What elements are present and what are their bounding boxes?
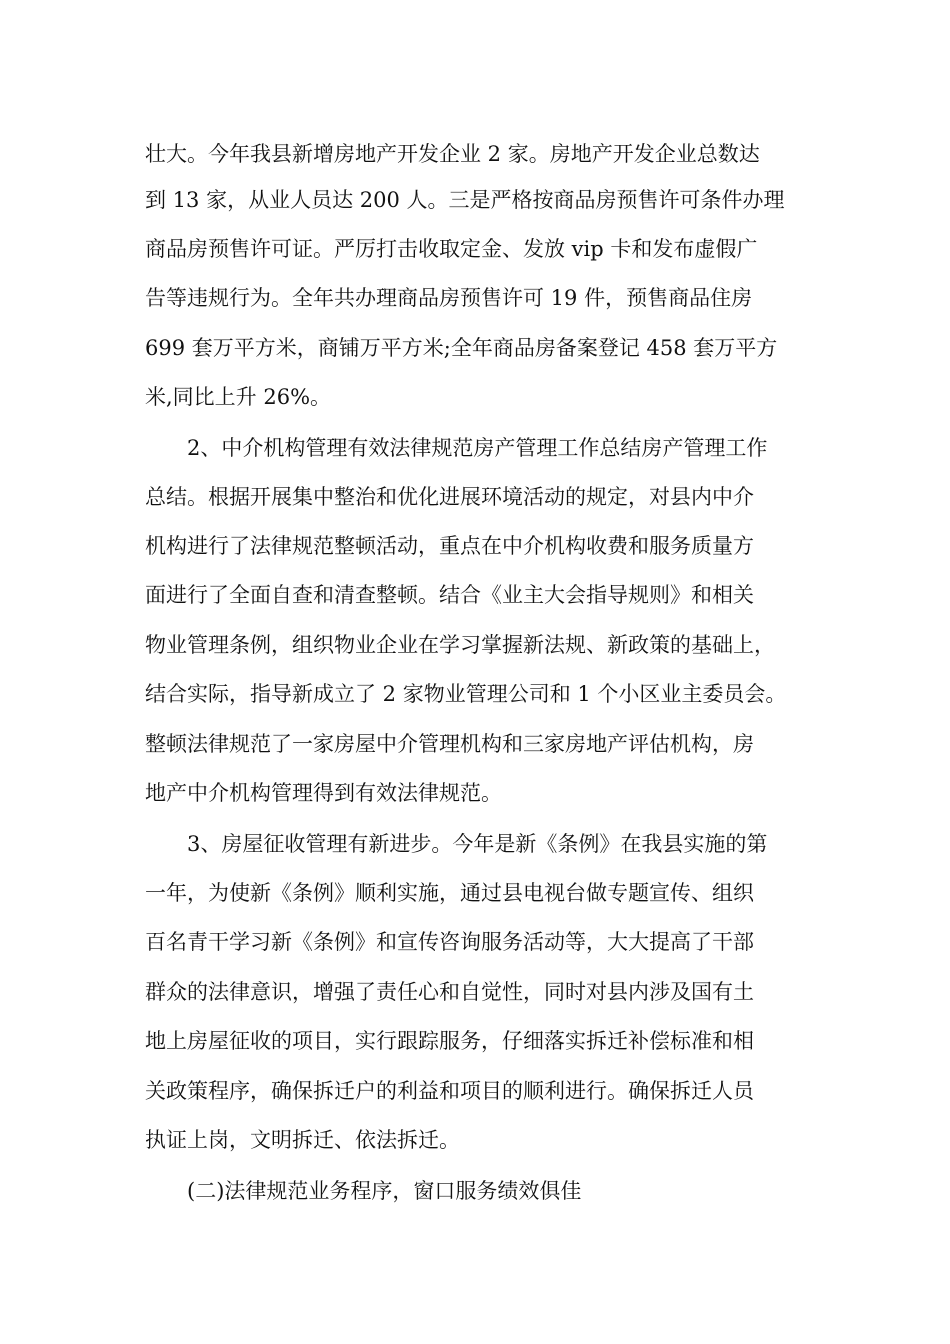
text-line: 结合实际，指导新成立了 2 家物业管理公司和 1 个小区业主委员会。 bbox=[145, 682, 787, 706]
text-line: 执证上岗，文明拆迁、依法拆迁。 bbox=[145, 1128, 460, 1152]
text-line: 商品房预售许可证。严厉打击收取定金、发放 vip 卡和发布虚假广 bbox=[145, 237, 758, 261]
text-line: 整顿法律规范了一家房屋中介管理机构和三家房地产评估机构，房 bbox=[145, 732, 754, 756]
text-line: 到 13 家，从业人员达 200 人。三是严格按商品房预售许可条件办理 bbox=[145, 188, 785, 212]
text-line: 物业管理条例，组织物业企业在学习掌握新法规、新政策的基础上， bbox=[145, 633, 775, 657]
text-line: 机构进行了法律规范整顿活动，重点在中介机构收费和服务质量方 bbox=[145, 534, 754, 558]
text-line: 百名青干学习新《条例》和宣传咨询服务活动等，大大提高了干部 bbox=[145, 930, 754, 954]
text-line: 米,同比上升 26%。 bbox=[145, 385, 332, 409]
text-line: 面进行了全面自查和清查整顿。结合《业主大会指导规则》和相关 bbox=[145, 583, 754, 607]
text-line: 699 套万平方米，商铺万平方米;全年商品房备案登记 458 套万平方 bbox=[145, 336, 778, 360]
text-line: 群众的法律意识，增强了责任心和自觉性，同时对县内涉及国有土 bbox=[145, 980, 754, 1004]
text-line: 2、中介机构管理有效法律规范房产管理工作总结房产管理工作 bbox=[187, 436, 768, 460]
text-line: 关政策程序，确保拆迁户的利益和项目的顺利进行。确保拆迁人员 bbox=[145, 1079, 754, 1103]
text-line: 3、房屋征收管理有新进步。今年是新《条例》在我县实施的第 bbox=[187, 832, 768, 856]
text-line: 总结。根据开展集中整治和优化进展环境活动的规定，对县内中介 bbox=[145, 485, 754, 509]
section-heading: (二)法律规范业务程序，窗口服务绩效俱佳 bbox=[187, 1179, 582, 1203]
text-line: 告等违规行为。全年共办理商品房预售许可 19 件，预售商品住房 bbox=[145, 286, 753, 310]
text-line: 一年，为使新《条例》顺利实施，通过县电视台做专题宣传、组织 bbox=[145, 881, 754, 905]
text-line: 壮大。今年我县新增房地产开发企业 2 家。房地产开发企业总数达 bbox=[145, 142, 760, 166]
text-line: 地产中介机构管理得到有效法律规范。 bbox=[145, 781, 502, 805]
text-line: 地上房屋征收的项目，实行跟踪服务，仔细落实拆迁补偿标准和相 bbox=[145, 1029, 754, 1053]
